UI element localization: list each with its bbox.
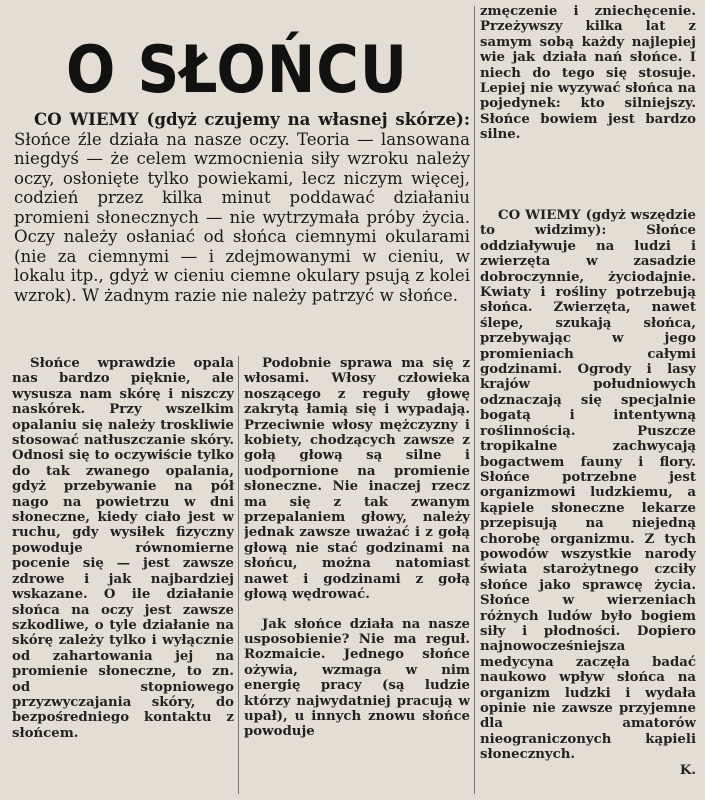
column-divider-right	[474, 6, 475, 794]
article-title: O SŁOŃCU	[66, 31, 408, 108]
author-signature: K.	[679, 762, 696, 778]
column-divider-left	[238, 356, 239, 794]
col1-text: Słońce wprawdzie opala nas bardzo pięknie, ale wysusza nam skórę i niszczy naskórek. Przy wszelkim opalaniu się należy troskliwie stosować natłuszczanie skóry. Odnosi się to oczywiście tylko do tak zwanego opalania, gdyż przebywanie na pół nago na powietrzu w dni słoneczne, kiedy ciało jest w ruchu, gdy wysiłek fizyczny powoduje równomierne pocenie się — jest zawsze zdrowe i jak najbardziej wskazane. O ile działanie słońca na oczy jest zawsze szkodliwe, o tyle działanie na skórę zależy tylko i wyłącznie od zahartowania jej na promienie słoneczne, to zn. od stopniowego przyzwyczajania skóry, do bezpośredniego kontaktu z słońcem.	[12, 356, 234, 741]
col2-paragraph-1: Podobnie sprawa ma się z włosami. Włosy człowieka noszącego z reguły głowę zakrytą łamią się i wypadają. Przeciwnie włosy mężczyzny i kobiety, chodzących zawsze z gołą głową są silne i uodpornione na promienie słoneczne. Nie inaczej rzecz ma się z tak zwanym przepalaniem głowy, należy jednak zawsze uważać i z gołą głową nie stać godzinami na słońcu, można natomiast nawet i godzinami z gołą głową wędrować.	[244, 356, 470, 603]
col3-text: Słońce oddziaływuje na ludzi i zwierzęta w zasadzie dobroczynnie, życiodajnie. Kwiaty i rośliny potrzebują słońca. Zwierzęta, nawet ślepe, szukają słońca, przebywając w jego promieniach całymi godzinami. Ogrody i lasy krajów południowych odznaczają się specjalnie bogatą i intentywną roślinnością. Puszcze tropikalne zachwycają bogactwem fauny i flory. Słońce potrzebne jest organizmowi ludzkiemu, a kąpiele słoneczne lekarze przepisują na niejedną chorobę organizmu. Z tych powodów wszystkie narody świata starożytnego czciły słońce jako sprawcę życia. Słońce w wierzeniach różnych ludów było bogiem siły i płodności. Dopiero najnowocześniejsza medycyna zaczęła badać naukowo wpływ słońca na organizm ludzki i wydała opinie nie zawsze przyjemne dla amatorów nieograniczonych kąpieli słonecznych.	[480, 223, 696, 763]
lead-paragraph	[14, 110, 470, 350]
lead-kicker: CO WIEMY (gdyż czujemy na własnej skórze):	[34, 110, 470, 129]
column-3-bottom	[480, 208, 696, 796]
col3-top-text: zmęczenie i zniechęcenie. Przeżywszy kilka lat z samym sobą każdy najlepiej wie jak działa nań słońce. I niech do tego się stosuje. Lepiej nie wyzywać słońca na pojedynek: kto silniejszy. Słońce bowiem jest bardzo silne.	[480, 4, 696, 143]
column-2	[244, 356, 470, 796]
column-1	[12, 356, 234, 796]
col3-kicker: CO WIEMY (gdyż wszędzie to widzimy):	[480, 208, 696, 239]
col2-paragraph-2: Jak słońce działa na nasze usposobienie? Nie ma reguł. Rozmaicie. Jednego słońce ożywia, wzmaga w nim energię pracy (są ludzie którzy najwydatniej pracują w upał), u innych znowu słońce powoduje	[244, 616, 470, 740]
lead-text: Słońce źle działa na nasze oczy. Teoria — lansowana niegdyś — że celem wzmocnienia siły wzroku należy oczy, osłonięte tylko powiekami, lecz niczym więcej, codzień przez kilka minut poddawać działaniu promieni słonecznych — nie wytrzymała próby życia. Oczy należy osłaniać od słońca ciemnymi okularami (nie za ciemnymi — i zdejmowanymi w cieniu, w lokalu itp., gdyż w cieniu ciemne okulary psują z kolei wzrok). W żadnym razie nie należy patrzyć w słońce.	[14, 129, 470, 305]
column-3-top	[480, 4, 696, 194]
